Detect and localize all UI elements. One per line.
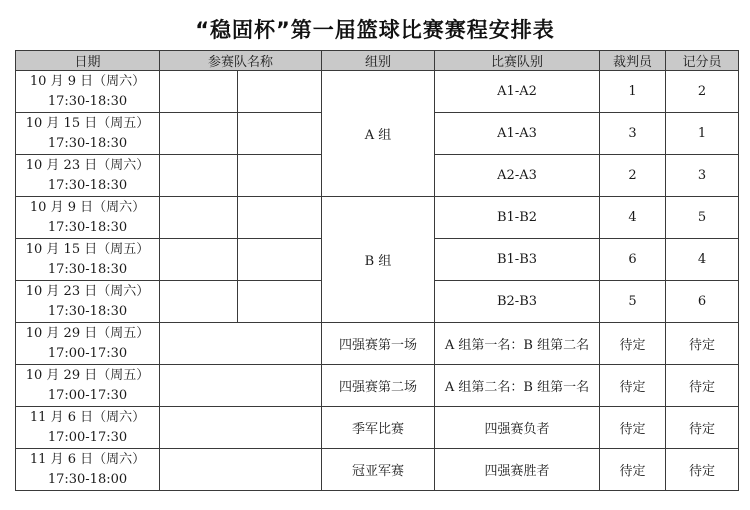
date-cell bbox=[16, 323, 160, 365]
team-cell-2 bbox=[238, 155, 322, 197]
match-cell: A 组第一名：B 组第二名 bbox=[435, 323, 600, 365]
team-cell-1 bbox=[160, 197, 238, 239]
table-row bbox=[16, 449, 739, 491]
team-cell bbox=[160, 407, 322, 449]
match-cell: A1-A3 bbox=[435, 113, 600, 155]
match-cell: A2-A3 bbox=[435, 155, 600, 197]
time-text: 17:30-18:30 bbox=[47, 135, 128, 151]
team-cell-1 bbox=[160, 239, 238, 281]
scorer-cell: 2 bbox=[666, 71, 739, 113]
time-text: 17:30-18:30 bbox=[47, 219, 128, 235]
header-group: 组别 bbox=[322, 51, 435, 71]
time-text: 17:30-18:00 bbox=[47, 471, 128, 487]
team-cell-2 bbox=[238, 113, 322, 155]
match-cell: A1-A2 bbox=[435, 71, 600, 113]
team-cell-2 bbox=[238, 197, 322, 239]
team-cell-1 bbox=[160, 113, 238, 155]
team-cell bbox=[160, 365, 322, 407]
team-cell-1 bbox=[160, 71, 238, 113]
table-row bbox=[16, 365, 739, 407]
group-cell-b: B 组 bbox=[322, 197, 435, 323]
date-cell bbox=[16, 281, 160, 323]
scorer-cell: 待定 bbox=[666, 365, 739, 407]
scorer-cell: 待定 bbox=[666, 449, 739, 491]
date-cell bbox=[16, 197, 160, 239]
header-scorer: 记分员 bbox=[666, 51, 739, 71]
time-text: 17:00-17:30 bbox=[47, 429, 128, 445]
time-text: 17:30-18:30 bbox=[47, 177, 128, 193]
date-text: 10 月 15 日（周五） bbox=[25, 241, 150, 257]
date-cell bbox=[16, 155, 160, 197]
time-text: 17:00-17:30 bbox=[47, 387, 128, 403]
group-cell: 四强赛第一场 bbox=[322, 323, 435, 365]
team-cell-2 bbox=[238, 239, 322, 281]
date-text: 10 月 15 日（周五） bbox=[25, 115, 150, 131]
referee-cell: 3 bbox=[600, 113, 666, 155]
table-row bbox=[16, 197, 739, 239]
scorer-cell: 4 bbox=[666, 239, 739, 281]
time-text: 17:30-18:30 bbox=[47, 93, 128, 109]
time-text: 17:30-18:30 bbox=[47, 261, 128, 277]
scorer-cell: 3 bbox=[666, 155, 739, 197]
time-text: 17:30-18:30 bbox=[47, 303, 128, 319]
header-row bbox=[16, 51, 739, 71]
date-cell bbox=[16, 71, 160, 113]
time-text: 17:00-17:30 bbox=[47, 345, 128, 361]
scorer-cell: 6 bbox=[666, 281, 739, 323]
date-text: 10 月 9 日（周六） bbox=[29, 199, 146, 215]
schedule-table bbox=[15, 50, 739, 491]
referee-cell: 6 bbox=[600, 239, 666, 281]
team-cell bbox=[160, 323, 322, 365]
date-cell bbox=[16, 407, 160, 449]
date-text: 11 月 6 日（周六） bbox=[29, 409, 146, 425]
team-cell bbox=[160, 449, 322, 491]
scorer-cell: 1 bbox=[666, 113, 739, 155]
team-cell-1 bbox=[160, 155, 238, 197]
match-cell: 四强赛胜者 bbox=[435, 449, 600, 491]
match-cell: B1-B2 bbox=[435, 197, 600, 239]
referee-cell: 待定 bbox=[600, 365, 666, 407]
match-cell: A 组第二名：B 组第一名 bbox=[435, 365, 600, 407]
group-cell: 四强赛第二场 bbox=[322, 365, 435, 407]
date-text: 10 月 29 日（周五） bbox=[25, 325, 150, 341]
referee-cell: 5 bbox=[600, 281, 666, 323]
date-text: 10 月 29 日（周五） bbox=[25, 367, 150, 383]
match-cell: B2-B3 bbox=[435, 281, 600, 323]
date-text: 10 月 23 日（周六） bbox=[25, 157, 150, 173]
scorer-cell: 待定 bbox=[666, 323, 739, 365]
header-match: 比赛队别 bbox=[435, 51, 600, 71]
date-text: 11 月 6 日（周六） bbox=[29, 451, 146, 467]
team-cell-1 bbox=[160, 281, 238, 323]
group-cell: 冠亚军赛 bbox=[322, 449, 435, 491]
header-date: 日期 bbox=[16, 51, 160, 71]
date-cell bbox=[16, 239, 160, 281]
page-title: “稳固杯”第一届篮球比赛赛程安排表 bbox=[195, 18, 555, 42]
group-cell-a: A 组 bbox=[322, 71, 435, 197]
date-cell bbox=[16, 449, 160, 491]
referee-cell: 2 bbox=[600, 155, 666, 197]
table-row bbox=[16, 407, 739, 449]
team-cell-2 bbox=[238, 281, 322, 323]
table-row bbox=[16, 71, 739, 113]
header-referee: 裁判员 bbox=[600, 51, 666, 71]
date-cell bbox=[16, 113, 160, 155]
match-cell: B1-B3 bbox=[435, 239, 600, 281]
table-row bbox=[16, 323, 739, 365]
group-cell: 季军比赛 bbox=[322, 407, 435, 449]
referee-cell: 待定 bbox=[600, 449, 666, 491]
scorer-cell: 待定 bbox=[666, 407, 739, 449]
team-cell-2 bbox=[238, 71, 322, 113]
date-text: 10 月 23 日（周六） bbox=[25, 283, 150, 299]
date-text: 10 月 9 日（周六） bbox=[29, 73, 146, 89]
referee-cell: 待定 bbox=[600, 323, 666, 365]
scorer-cell: 5 bbox=[666, 197, 739, 239]
referee-cell: 1 bbox=[600, 71, 666, 113]
match-cell: 四强赛负者 bbox=[435, 407, 600, 449]
date-cell bbox=[16, 365, 160, 407]
header-teams: 参赛队名称 bbox=[160, 51, 322, 71]
referee-cell: 4 bbox=[600, 197, 666, 239]
referee-cell: 待定 bbox=[600, 407, 666, 449]
